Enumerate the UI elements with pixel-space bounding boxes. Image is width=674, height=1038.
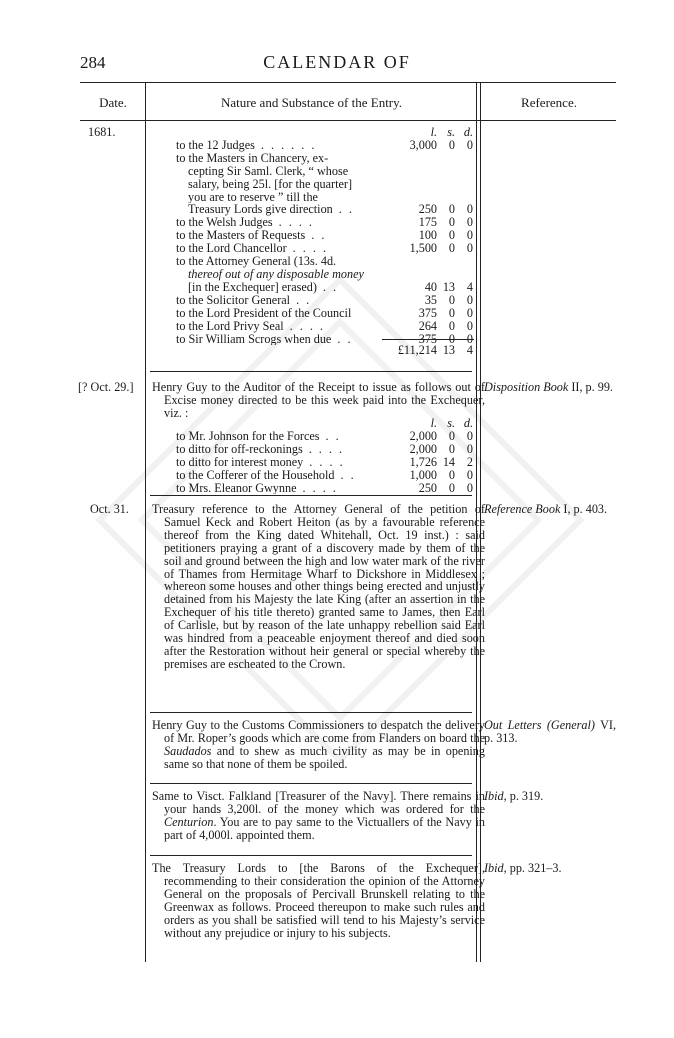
payee-text: to the 12 Judges bbox=[176, 138, 255, 152]
pence-value: 2 bbox=[466, 454, 473, 469]
amount-cells bbox=[389, 430, 473, 443]
amount-row bbox=[176, 294, 473, 307]
leader-dots: . . . . bbox=[308, 442, 345, 456]
amount-row-label bbox=[176, 165, 389, 178]
currency-units-header bbox=[176, 126, 473, 139]
payee-text: cepting Sir Saml. Clerk, “ whose bbox=[188, 164, 349, 178]
payee-text: to the Lord President of the Council bbox=[176, 306, 352, 320]
amount-row-label bbox=[176, 307, 389, 320]
payee-text: to Mrs. Eleanor Gwynne bbox=[176, 481, 297, 495]
shillings-value bbox=[437, 178, 455, 191]
shillings-value: 0 bbox=[448, 241, 455, 256]
amount-row-label bbox=[176, 443, 389, 456]
payee-text: to ditto for interest money bbox=[176, 455, 304, 469]
reference-title: Ibid bbox=[484, 861, 504, 875]
shillings-value: 0 bbox=[448, 137, 455, 152]
amount-row-label bbox=[176, 469, 389, 482]
pounds-value bbox=[389, 178, 437, 191]
reference-title: Disposition Book bbox=[484, 380, 569, 394]
entry-oct29-date: [? Oct. 29.] bbox=[78, 380, 134, 394]
payee-text: to Mr. Johnson for the Forces bbox=[176, 429, 320, 443]
unit-label: l. bbox=[430, 125, 437, 139]
amount-row-label bbox=[176, 456, 389, 469]
shillings-value: 0 bbox=[448, 467, 455, 482]
entry-text-part: . You are to pay same to the Victuallers of the Navy in part of 4,000l. appointed them. bbox=[164, 814, 485, 842]
pounds-value: 1,000 bbox=[409, 467, 437, 482]
total-shillings: 13 bbox=[442, 343, 455, 357]
leader-dots: . . bbox=[337, 332, 353, 346]
amount-cells bbox=[389, 165, 473, 178]
amount-cells bbox=[389, 255, 473, 268]
amount-row bbox=[176, 430, 473, 443]
payee-text: to the Lord Privy Seal bbox=[176, 319, 284, 333]
pence-value: 0 bbox=[466, 480, 473, 495]
shillings-value bbox=[437, 165, 455, 178]
entry-separator bbox=[150, 783, 472, 784]
pounds-value: 1,726 bbox=[409, 454, 437, 469]
pounds-value: 2,000 bbox=[409, 441, 437, 456]
pounds-value: 3,000 bbox=[409, 137, 437, 152]
entry-oct31-reference bbox=[484, 503, 616, 516]
pence-value: 0 bbox=[466, 215, 473, 230]
leader-dots: . . bbox=[340, 468, 356, 482]
leader-dots: . . . . bbox=[292, 242, 328, 256]
entry-oct29-reference bbox=[484, 381, 616, 394]
shillings-value: 14 bbox=[442, 454, 455, 469]
pounds-value: 250 bbox=[418, 202, 437, 217]
entry-falkland-reference bbox=[484, 790, 616, 803]
reference-title: Out Letters (General) bbox=[484, 718, 595, 732]
entry-oct29-amounts bbox=[176, 417, 473, 494]
amount-row-label bbox=[176, 178, 389, 191]
leader-dots: . . . . bbox=[289, 319, 325, 333]
leader-dots: . . . . . . bbox=[260, 138, 317, 152]
amount-cells bbox=[389, 320, 473, 333]
entry-separator bbox=[150, 371, 472, 372]
payee-text: to the Welsh Judges bbox=[176, 216, 273, 230]
entry-oct29-text: Henry Guy to the Auditor of the Receipt to issue as follows out of Excise money directed to be this week paid into the Exchequer, viz. : bbox=[152, 380, 485, 420]
amount-row-label bbox=[176, 229, 389, 242]
amount-row bbox=[176, 307, 473, 320]
leader-dots: . . bbox=[338, 203, 354, 217]
amount-row-label bbox=[176, 281, 389, 294]
amount-row bbox=[176, 139, 473, 152]
unit-label: s. bbox=[447, 416, 455, 430]
amount-row-label bbox=[176, 482, 389, 495]
amount-row-label bbox=[176, 216, 389, 229]
amount-cells bbox=[389, 152, 473, 165]
amount-cells bbox=[389, 139, 473, 152]
leader-dots: . . . . bbox=[302, 481, 338, 495]
payee-text: to the Lord Chancellor bbox=[176, 242, 287, 256]
shillings-value: 0 bbox=[448, 202, 455, 217]
entry-text-part: Same to Visct. Falkland [Treasurer of the Navy]. There remains in your hands 3,200l. of the money which was ordered for the bbox=[152, 789, 485, 816]
pounds-value: 2,000 bbox=[409, 428, 437, 443]
table-top-rule bbox=[80, 82, 616, 83]
entry-text-part: and to shew as much civility as may be in opening same so that none of them be spoiled. bbox=[164, 743, 485, 771]
payee-text: to the Cofferer of the Household bbox=[176, 468, 335, 482]
amount-row bbox=[176, 152, 473, 165]
shillings-value bbox=[437, 255, 455, 268]
amount-cells bbox=[389, 268, 473, 281]
shillings-value: 0 bbox=[448, 228, 455, 243]
payee-text: salary, being 25l. [for the quarter] bbox=[188, 177, 353, 191]
pounds-value: 250 bbox=[418, 480, 437, 495]
entry-customs-text bbox=[152, 719, 485, 771]
amount-row-label bbox=[176, 152, 389, 165]
amount-row-label bbox=[176, 242, 389, 255]
page-number: 284 bbox=[80, 53, 106, 72]
pounds-value: 35 bbox=[424, 292, 437, 307]
pounds-value bbox=[389, 255, 437, 268]
pence-value: 0 bbox=[466, 318, 473, 333]
amount-row bbox=[176, 456, 473, 469]
pounds-value: 375 bbox=[418, 305, 437, 320]
amount-cells bbox=[389, 294, 473, 307]
amount-row bbox=[176, 281, 473, 294]
payee-text: Treasury Lords give direction bbox=[188, 203, 333, 217]
amount-row-label bbox=[176, 268, 389, 281]
leader-dots: . . . . bbox=[309, 455, 345, 469]
pence-value: 4 bbox=[466, 279, 473, 294]
shillings-value: 0 bbox=[448, 428, 455, 443]
pence-value bbox=[455, 152, 473, 165]
header-nature: Nature and Substance of the Entry. bbox=[220, 95, 403, 110]
amount-cells bbox=[389, 178, 473, 191]
pounds-value: 175 bbox=[418, 215, 437, 230]
amount-cells bbox=[389, 443, 473, 456]
running-head: CALENDAR OF bbox=[263, 52, 411, 72]
shillings-value: 0 bbox=[448, 480, 455, 495]
amount-cells bbox=[389, 281, 473, 294]
entry-1681-date: 1681. bbox=[88, 125, 116, 139]
pence-value: 0 bbox=[466, 228, 473, 243]
ship-name: Saudados bbox=[164, 743, 212, 758]
shillings-value: 0 bbox=[448, 318, 455, 333]
shillings-value: 0 bbox=[448, 331, 455, 346]
payee-text: [in the Exchequer] erased) bbox=[188, 280, 317, 294]
shillings-value bbox=[437, 268, 455, 281]
total-pounds: £11,214 bbox=[397, 343, 437, 357]
pence-value: 0 bbox=[466, 331, 473, 346]
entry-greenwax-text: The Treasury Lords to [the Barons of the Exchequer], recommending to their consideration the opinion of the Attorney General on the proposals of Percivall Brunskell relating to the Greenwax as follows. Proceed thereupon to make such rules and orders as you shall be satisfied will tend to his Majesty’s service without any prejudice or injury to his subjects. bbox=[152, 861, 485, 940]
amount-row bbox=[176, 165, 473, 178]
reference-page: I, p. 403. bbox=[560, 502, 608, 516]
amount-row bbox=[176, 443, 473, 456]
unit-label: d. bbox=[463, 416, 473, 430]
pence-value bbox=[455, 268, 473, 281]
payee-text: to Sir William Scrogs when due bbox=[176, 332, 332, 346]
pounds-value: 100 bbox=[418, 228, 437, 243]
pounds-value bbox=[389, 268, 437, 281]
leader-dots: . . bbox=[325, 429, 341, 443]
reference-title: Reference Book bbox=[484, 502, 561, 516]
pence-value: 0 bbox=[466, 441, 473, 456]
payee-text: to ditto for off-reckonings bbox=[176, 442, 303, 456]
amount-row bbox=[176, 255, 473, 268]
header-date: Date. bbox=[99, 95, 127, 110]
payee-text: you are to reserve ” till the bbox=[188, 190, 318, 204]
amount-row-label bbox=[176, 294, 389, 307]
pence-value: 0 bbox=[466, 292, 473, 307]
entry-falkland-text bbox=[152, 790, 485, 842]
entry-customs-reference bbox=[484, 719, 616, 745]
amount-row bbox=[176, 178, 473, 191]
pence-value bbox=[455, 165, 473, 178]
amount-row bbox=[176, 268, 473, 281]
entry-oct31-text: Treasury reference to the Attorney General of the petition of Samuel Keck and Robert Heiton (as by a favourable reference thereof from the King dated Whitehall, Oct. 19 inst.) : said petitioners praying a grant of a discovery made by them of the soil and ground between the high and low water mark of the river of Thames from Hermitage Wharf to Dickshore in Middlesex ; whereon some houses and other things being erected and unjustly detained from his Majesty the late King (after an assertion in the Exchequer of his title thereto) granted same to James, then Earl of Carlisle, but by reason of the late unhappy rebellion said Earl was hindred from a peaceable enjoyment thereof and died soon after the Restoration without heir general or special whereby the premises are escheated to the Crown. bbox=[152, 502, 485, 671]
shillings-value bbox=[437, 152, 455, 165]
amount-row-label bbox=[176, 255, 389, 268]
shillings-value: 13 bbox=[442, 279, 455, 294]
payee-text: to the Masters of Requests bbox=[176, 229, 306, 243]
pounds-value: 264 bbox=[418, 318, 437, 333]
entry-1681-amounts bbox=[176, 126, 473, 345]
amount-row bbox=[176, 482, 473, 495]
amount-row-label bbox=[176, 430, 389, 443]
unit-label: s. bbox=[447, 125, 455, 139]
amount-row bbox=[176, 242, 473, 255]
amount-row-label bbox=[176, 191, 389, 204]
unit-label: l. bbox=[430, 416, 437, 430]
pence-value: 0 bbox=[466, 241, 473, 256]
amount-cells bbox=[389, 307, 473, 320]
entry-separator bbox=[150, 855, 472, 856]
amount-row-label bbox=[176, 139, 389, 152]
amount-cells bbox=[389, 456, 473, 469]
currency-units-header bbox=[176, 417, 473, 430]
shillings-value: 0 bbox=[448, 215, 455, 230]
amount-row bbox=[176, 320, 473, 333]
pence-value: 0 bbox=[466, 305, 473, 320]
amount-row-label bbox=[176, 203, 389, 216]
amount-cells bbox=[389, 469, 473, 482]
payee-text: to the Attorney General (13s. 4d. bbox=[176, 255, 337, 268]
entry-greenwax-reference bbox=[484, 862, 616, 875]
amount-row-label bbox=[176, 320, 389, 333]
pounds-value bbox=[389, 165, 437, 178]
reference-page: II, p. 99. bbox=[568, 380, 613, 394]
payee-text: to the Masters in Chancery, ex- bbox=[176, 151, 329, 165]
header-bottom-rule bbox=[80, 120, 616, 121]
pence-value: 0 bbox=[466, 467, 473, 482]
entry-oct31-date: Oct. 31. bbox=[90, 502, 129, 516]
reference-page: , p. 319. bbox=[503, 789, 544, 803]
pence-value: 0 bbox=[466, 137, 473, 152]
entry-1681-total bbox=[176, 344, 473, 357]
total-rule bbox=[382, 339, 474, 340]
entry-separator bbox=[150, 712, 472, 713]
pence-value bbox=[455, 255, 473, 268]
pence-value: 0 bbox=[466, 428, 473, 443]
leader-dots: . . bbox=[322, 280, 339, 294]
leader-dots: . . bbox=[311, 229, 327, 243]
pounds-value bbox=[389, 152, 437, 165]
amount-cells bbox=[389, 482, 473, 495]
payee-text: to the Solicitor General bbox=[176, 293, 291, 307]
amount-row bbox=[176, 469, 473, 482]
pounds-value: 375 bbox=[418, 331, 437, 346]
shillings-value: 0 bbox=[448, 305, 455, 320]
total-pence: 4 bbox=[466, 343, 473, 357]
reference-page: VI, p. 313. bbox=[484, 718, 616, 745]
pounds-value: 1,500 bbox=[409, 241, 437, 256]
pence-value: 0 bbox=[466, 202, 473, 217]
header-reference: Reference. bbox=[521, 95, 577, 110]
amount-cells bbox=[389, 242, 473, 255]
pence-value bbox=[455, 178, 473, 191]
reference-title: Ibid bbox=[484, 789, 504, 803]
entry-separator bbox=[150, 495, 472, 496]
shillings-value: 0 bbox=[448, 292, 455, 307]
leader-dots: . . . . bbox=[278, 216, 314, 230]
reference-page: , pp. 321–3. bbox=[503, 861, 562, 875]
payee-text: thereof out of any disposable money bbox=[188, 267, 364, 281]
ship-name: Centurion bbox=[164, 814, 214, 829]
shillings-value: 0 bbox=[448, 441, 455, 456]
unit-label: d. bbox=[463, 125, 473, 139]
leader-dots: . . bbox=[296, 293, 312, 307]
date-column-divider bbox=[145, 82, 146, 962]
pounds-value: 40 bbox=[424, 279, 437, 294]
entry-text-part: Henry Guy to the Customs Commissioners to despatch the delivery of Mr. Roper’s goods which are come from Flanders on board the bbox=[152, 718, 485, 745]
